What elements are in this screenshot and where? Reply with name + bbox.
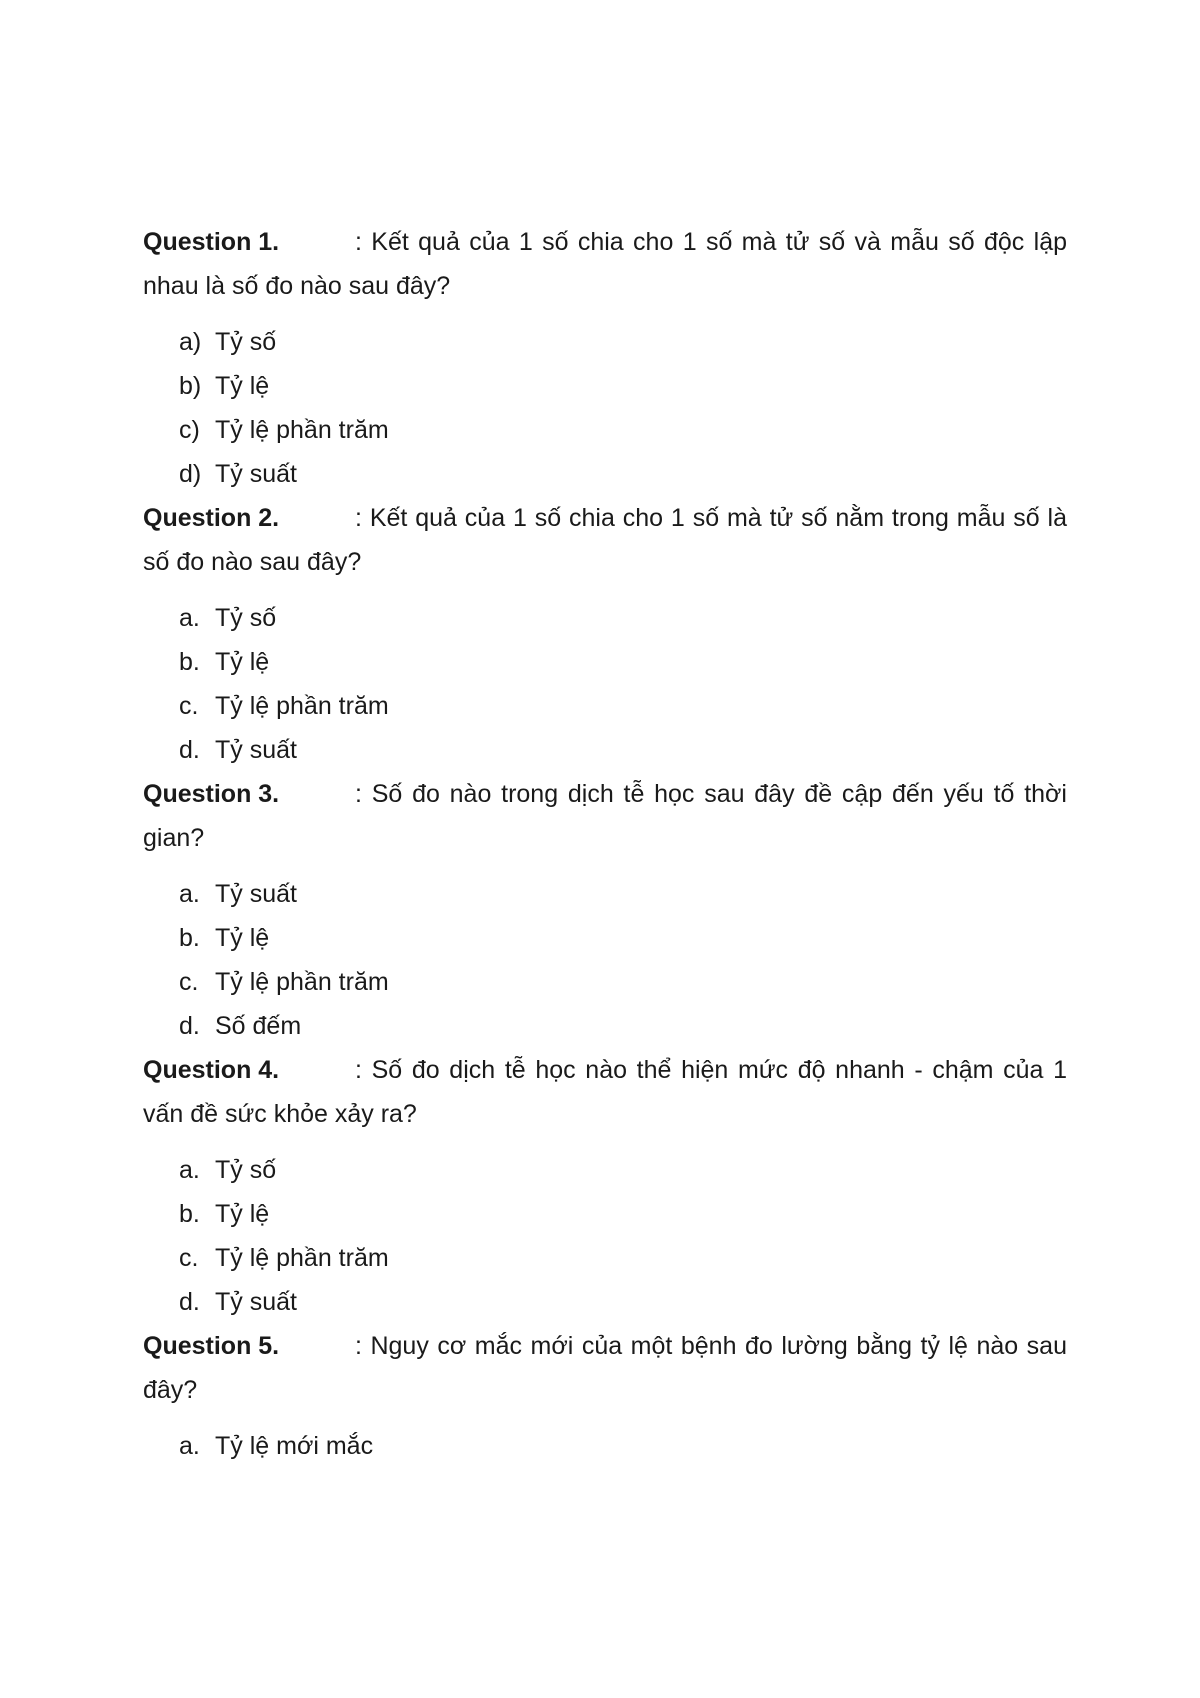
question-4 <box>143 1048 1067 1324</box>
option-text: Tỷ lệ phần trăm <box>215 1244 389 1272</box>
answer-option <box>179 1004 1067 1048</box>
answer-options <box>143 1424 1067 1468</box>
answer-option <box>179 1424 1067 1468</box>
question-label: Question 5. <box>143 1332 280 1360</box>
question-stem <box>143 1324 1067 1412</box>
option-letter: a. <box>179 1432 200 1460</box>
option-text: Tỷ suất <box>215 1288 297 1316</box>
option-letter: a) <box>179 328 202 356</box>
answer-option <box>179 1280 1067 1324</box>
question-stem <box>143 496 1067 584</box>
answer-option <box>179 916 1067 960</box>
answer-option <box>179 1148 1067 1192</box>
option-letter: a. <box>179 880 200 908</box>
question-text: : Kết quả của 1 số chia cho 1 số mà tử số và mẫu số độc lập nhau là số đo nào sau đây? <box>143 228 1067 300</box>
option-text: Tỷ lệ <box>215 924 270 952</box>
question-list <box>143 220 1067 1468</box>
option-letter: b) <box>179 372 202 400</box>
option-text: Tỷ lệ phần trăm <box>215 692 389 720</box>
option-text: Tỷ số <box>215 328 277 356</box>
question-5 <box>143 1324 1067 1468</box>
question-3 <box>143 772 1067 1048</box>
answer-option <box>179 1192 1067 1236</box>
question-1 <box>143 220 1067 496</box>
option-text: Tỷ suất <box>215 736 297 764</box>
question-stem <box>143 1048 1067 1136</box>
option-letter: d) <box>179 460 202 488</box>
answer-options <box>143 872 1067 1048</box>
option-letter: c. <box>179 968 199 996</box>
option-letter: b. <box>179 924 200 952</box>
option-text: Tỷ lệ phần trăm <box>215 968 389 996</box>
option-letter: c. <box>179 1244 199 1272</box>
option-text: Tỷ lệ mới mắc <box>215 1432 374 1460</box>
option-letter: a. <box>179 1156 200 1184</box>
answer-options <box>143 596 1067 772</box>
option-letter: b. <box>179 1200 200 1228</box>
question-label: Question 4. <box>143 1056 280 1084</box>
question-label: Question 3. <box>143 780 280 808</box>
question-text: : Nguy cơ mắc mới của một bệnh đo lường bằng tỷ lệ nào sau đây? <box>143 1332 1067 1404</box>
option-letter: d. <box>179 1288 200 1316</box>
question-text: : Số đo dịch tễ học nào thể hiện mức độ nhanh - chậm của 1 vấn đề sức khỏe xảy ra? <box>143 1056 1067 1128</box>
option-text: Số đếm <box>215 1012 302 1040</box>
question-stem <box>143 220 1067 308</box>
option-letter: d. <box>179 1012 200 1040</box>
option-text: Tỷ lệ <box>215 372 270 400</box>
option-letter: a. <box>179 604 200 632</box>
answer-option <box>179 872 1067 916</box>
answer-option <box>179 364 1067 408</box>
option-text: Tỷ lệ <box>215 648 270 676</box>
option-text: Tỷ suất <box>215 880 297 908</box>
answer-option <box>179 960 1067 1004</box>
option-letter: c) <box>179 416 200 444</box>
answer-options <box>143 320 1067 496</box>
question-label: Question 2. <box>143 504 280 532</box>
option-text: Tỷ lệ <box>215 1200 270 1228</box>
option-text: Tỷ suất <box>215 460 297 488</box>
question-stem <box>143 772 1067 860</box>
answer-option <box>179 1236 1067 1280</box>
option-text: Tỷ số <box>215 604 277 632</box>
answer-option <box>179 408 1067 452</box>
option-text: Tỷ lệ phần trăm <box>215 416 389 444</box>
option-letter: d. <box>179 736 200 764</box>
option-letter: c. <box>179 692 199 720</box>
answer-option <box>179 320 1067 364</box>
answer-option <box>179 728 1067 772</box>
answer-option <box>179 452 1067 496</box>
question-text: : Số đo nào trong dịch tễ học sau đây đề cập đến yếu tố thời gian? <box>143 780 1067 852</box>
question-label: Question 1. <box>143 228 280 256</box>
option-letter: b. <box>179 648 200 676</box>
answer-option <box>179 596 1067 640</box>
question-2 <box>143 496 1067 772</box>
answer-options <box>143 1148 1067 1324</box>
question-text: : Kết quả của 1 số chia cho 1 số mà tử số nằm trong mẫu số là số đo nào sau đây? <box>143 504 1067 576</box>
answer-option <box>179 684 1067 728</box>
option-text: Tỷ số <box>215 1156 277 1184</box>
answer-option <box>179 640 1067 684</box>
